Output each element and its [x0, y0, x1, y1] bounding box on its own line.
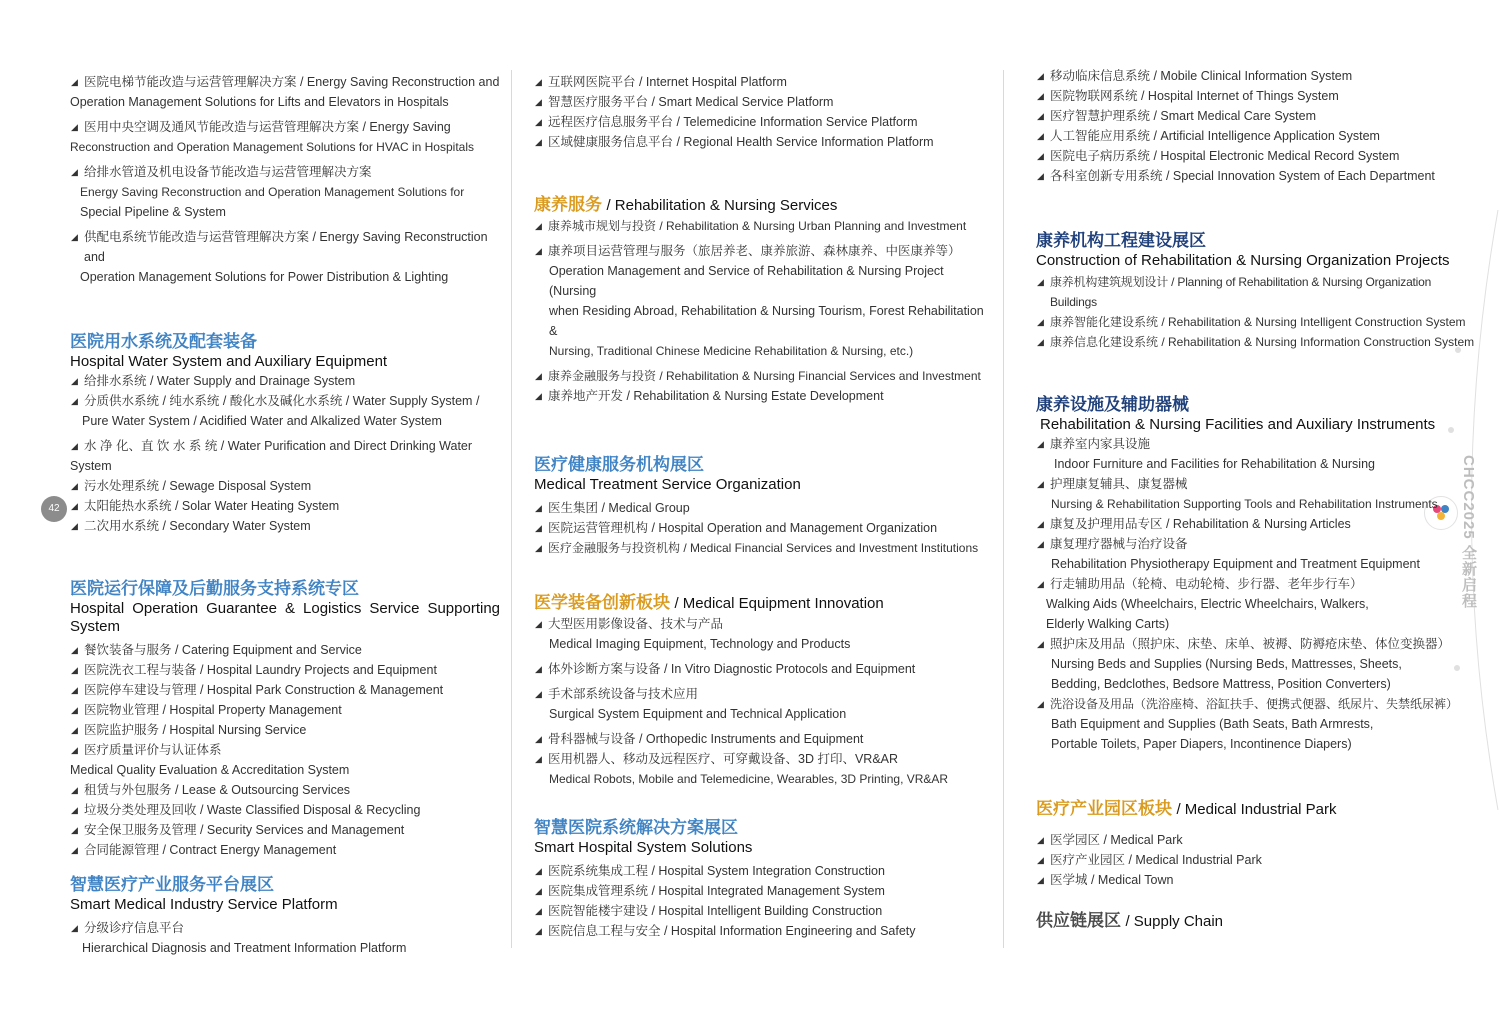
list-item: ◢ 合同能源管理 / Contract Energy Management	[70, 840, 500, 860]
list-item: ◢ 太阳能热水系统 / Solar Water Heating System	[70, 496, 500, 516]
list-item: ◢ 医院洗衣工程与装备 / Hospital Laundry Projects and Equipment	[70, 660, 500, 680]
section-title-cn: 医疗健康服务机构展区	[534, 455, 704, 474]
side-brand-text: CHCC2025 全新启程	[1460, 455, 1477, 609]
list-item: ◢ 医院运营管理机构 / Hospital Operation and Management Organization	[534, 518, 994, 538]
section-title-en: / Medical Industrial Park	[1176, 801, 1337, 818]
section-title-en: Hospital Water System and Auxiliary Equipment	[70, 353, 388, 370]
platform-list	[534, 72, 994, 152]
list-item: ◢ 二次用水系统 / Secondary Water System	[70, 516, 500, 536]
section-operations	[70, 578, 500, 860]
section-medical-org	[534, 454, 994, 558]
list-item: ◢ 医生集团 / Medical Group	[534, 498, 994, 518]
section-title-en: Smart Hospital System Solutions	[534, 839, 753, 856]
section-title-cn: 医院运行保障及后勤服务支持系统专区	[70, 579, 359, 598]
section-title-en: / Medical Equipment Innovation	[674, 595, 884, 612]
section-equipment	[534, 592, 994, 789]
section-smart-hospital	[534, 817, 994, 941]
list-item: ◢ 医疗产业园区 / Medical Industrial Park	[1036, 850, 1476, 870]
section-title-en: Hospital Operation Guarantee & Logistics Service Supporting System	[70, 600, 500, 635]
section-title-en: Rehabilitation & Nursing Facilities and Auxiliary Instruments	[1040, 416, 1436, 433]
list-item: ◢ 安全保卫服务及管理 / Security Services and Management	[70, 820, 500, 840]
page-number: 42	[41, 496, 67, 522]
column-divider-right	[1003, 70, 1004, 948]
section-industrial-park	[1036, 798, 1476, 890]
list-item: ◢ 污水处理系统 / Sewage Disposal System	[70, 476, 500, 496]
list-item: ◢ 医院物业管理 / Hospital Property Management	[70, 700, 500, 720]
section-title-en: Smart Medical Industry Service Platform	[70, 896, 338, 913]
list-item: ◢ 移动临床信息系统 / Mobile Clinical Information System	[1036, 66, 1476, 86]
list-item: ◢ 分级诊疗信息平台 Hierarchical Diagnosis and Treatment Information Platform	[70, 918, 500, 958]
list-item: ◢ 康养智能化建设系统 / Rehabilitation & Nursing Intelligent Construction System	[1036, 312, 1476, 332]
section-platform	[70, 874, 500, 958]
column-3	[1036, 66, 1476, 932]
column-1	[70, 66, 500, 958]
list-item: ◢ 康复及护理用品专区 / Rehabilitation & Nursing Articles	[1036, 514, 1476, 534]
list-item: ◢ 给排水管道及机电设备节能改造与运营管理解决方案 Energy Saving Reconstruction and Operation Management Solutions for Special Pipeline & System	[70, 162, 500, 222]
list-item: ◢ 医院集成管理系统 / Hospital Integrated Management System	[534, 881, 994, 901]
section-title-cn: 康养服务	[534, 195, 602, 214]
list-item: ◢ 医用中央空调及通风节能改造与运营管理解决方案 / Energy Saving Reconstruction and Operation Management Solutions for HVAC in Hospitals	[70, 117, 500, 157]
list-item: ◢ 康养项目运营管理与服务（旅居养老、康养旅游、森林康养、中医康养等） Operation Management and Service of Rehabilitation & Nursing Project (Nursing when Residing Abroad, Rehabilitation & Nursing Tourism, Forest Rehabilitation & Nursing, Traditional Chinese Medicine Rehabilitation & Nursing, etc.)	[534, 241, 994, 361]
list-item: ◢ 医疗质量评价与认证体系 Medical Quality Evaluation & Accreditation System	[70, 740, 500, 780]
list-item: ◢ 康复理疗器械与治疗设备 Rehabilitation Physiotherapy Equipment and Treatment Equipment	[1036, 534, 1476, 574]
section-title-cn: 智慧医疗产业服务平台展区	[70, 875, 274, 894]
list-item: ◢ 分质供水系统 / 纯水系统 / 酸化水及碱化水系统 / Water Supply System / Pure Water System / Acidified Water and Alkalized Water System	[70, 391, 500, 431]
list-item: ◢ 供配电系统节能改造与运营管理解决方案 / Energy Saving Reconstruction and Operation Management Solutions for Power Distribution & Lighting	[70, 227, 500, 287]
list-item: ◢ 医院电子病历系统 / Hospital Electronic Medical Record System	[1036, 146, 1476, 166]
section-title-cn: 供应链展区	[1036, 911, 1121, 930]
column-2	[534, 66, 994, 941]
energy-list	[70, 72, 500, 287]
section-title-en: / Supply Chain	[1125, 913, 1224, 930]
section-title-en: / Rehabilitation & Nursing Services	[606, 197, 838, 214]
list-item: ◢ 行走辅助用品（轮椅、电动轮椅、步行器、老年步行车） Walking Aids (Wheelchairs, Electric Wheelchairs, Walkers, Elderly Walking Carts)	[1036, 574, 1476, 634]
list-item: ◢ 医院停车建设与管理 / Hospital Park Construction & Management	[70, 680, 500, 700]
list-item: ◢ 各科室创新专用系统 / Special Innovation System of Each Department	[1036, 166, 1476, 186]
list-item: ◢ 医院智能楼宇建设 / Hospital Intelligent Building Construction	[534, 901, 994, 921]
list-item: ◢ 康养机构建筑规划设计 / Planning of Rehabilitation & Nursing Organization Buildings	[1036, 272, 1476, 312]
list-item: ◢ 医用机器人、移动及远程医疗、可穿戴设备、3D 打印、VR&AR Medical Robots, Mobile and Telemedicine, Wearables, 3D Printing, VR&AR	[534, 749, 994, 789]
section-title-cn: 康养机构工程建设展区	[1036, 231, 1206, 250]
list-item: ◢ 康养金融服务与投资 / Rehabilitation & Nursing Financial Services and Investment	[534, 366, 994, 386]
list-item: ◢ 给排水系统 / Water Supply and Drainage System	[70, 371, 500, 391]
section-supply-chain	[1036, 910, 1476, 932]
list-item: ◢ 洗浴设备及用品（洗浴座椅、浴缸扶手、便携式便器、纸尿片、失禁纸尿裤） Bath Equipment and Supplies (Bath Seats, Bath Armrests, Portable Toilets, Paper Diapers, Incontinence Diapers)	[1036, 694, 1476, 754]
list-item: ◢ 康养信息化建设系统 / Rehabilitation & Nursing Information Construction System	[1036, 332, 1476, 352]
list-item: ◢ 互联网医院平台 / Internet Hospital Platform	[534, 72, 994, 92]
section-title-en: Medical Treatment Service Organization	[534, 476, 801, 493]
list-item: ◢ 康养室内家具设施 Indoor Furniture and Facilities for Rehabilitation & Nursing	[1036, 434, 1476, 474]
section-title-cn: 智慧医院系统解决方案展区	[534, 818, 738, 837]
list-item: ◢ 垃圾分类处理及回收 / Waste Classified Disposal & Recycling	[70, 800, 500, 820]
column-divider-left	[511, 70, 512, 948]
section-rehab-construction	[1036, 230, 1476, 352]
list-item: ◢ 大型医用影像设备、技术与产品 Medical Imaging Equipment, Technology and Products	[534, 614, 994, 654]
list-item: ◢ 医学城 / Medical Town	[1036, 870, 1476, 890]
list-item: ◢ 远程医疗信息服务平台 / Telemedicine Information Service Platform	[534, 112, 994, 132]
list-item: ◢ 医学园区 / Medical Park	[1036, 830, 1476, 850]
list-item: ◢ 医疗金融服务与投资机构 / Medical Financial Services and Investment Institutions	[534, 538, 994, 558]
section-title-cn: 康养设施及辅助器械	[1036, 395, 1189, 414]
list-item: ◢ 智慧医疗服务平台 / Smart Medical Service Platform	[534, 92, 994, 112]
list-item: ◢ 医疗智慧护理系统 / Smart Medical Care System	[1036, 106, 1476, 126]
section-rehab-services	[534, 194, 994, 406]
list-item: ◢ 医院物联网系统 / Hospital Internet of Things System	[1036, 86, 1476, 106]
list-item: ◢ 康养地产开发 / Rehabilitation & Nursing Estate Development	[534, 386, 994, 406]
list-item: ◢ 区域健康服务信息平台 / Regional Health Service Information Platform	[534, 132, 994, 152]
list-item: ◢ 水 净 化、直 饮 水 系 统 / Water Purification and Direct Drinking Water System	[70, 436, 500, 476]
section-title-cn: 医院用水系统及配套装备	[70, 332, 257, 351]
list-item: ◢ 体外诊断方案与设备 / In Vitro Diagnostic Protocols and Equipment	[534, 659, 994, 679]
list-item: ◢ 照护床及用品（照护床、床垫、床单、被褥、防褥疮床垫、体位变换器） Nursing Beds and Supplies (Nursing Beds, Mattresses, Sheets, Bedding, Bedclothes, Bedsore Mattress, Position Converters)	[1036, 634, 1476, 694]
section-title-en: Construction of Rehabilitation & Nursing Organization Projects	[1036, 252, 1450, 269]
system-list	[1036, 66, 1476, 186]
list-item: ◢ 医院电梯节能改造与运营管理解决方案 / Energy Saving Reconstruction and Operation Management Solutions for Lifts and Elevators in Hospitals	[70, 72, 500, 112]
list-item: ◢ 康养城市规划与投资 / Rehabilitation & Nursing Urban Planning and Investment	[534, 216, 994, 236]
section-title-cn: 医疗产业园区板块	[1036, 799, 1172, 818]
list-item: ◢ 骨科器械与设备 / Orthopedic Instruments and Equipment	[534, 729, 994, 749]
list-item: ◢ 医院信息工程与安全 / Hospital Information Engineering and Safety	[534, 921, 994, 941]
list-item: ◢ 手术部系统设备与技术应用 Surgical System Equipment and Technical Application	[534, 684, 994, 724]
list-item: ◢ 餐饮装备与服务 / Catering Equipment and Service	[70, 640, 500, 660]
section-rehab-facilities	[1036, 394, 1476, 754]
list-item: ◢ 人工智能应用系统 / Artificial Intelligence Application System	[1036, 126, 1476, 146]
list-item: ◢ 租赁与外包服务 / Lease & Outsourcing Services	[70, 780, 500, 800]
section-title-cn: 医学装备创新板块	[534, 593, 670, 612]
list-item: ◢ 护理康复辅具、康复器械 Nursing & Rehabilitation Supporting Tools and Rehabilitation Instruments	[1036, 474, 1476, 514]
list-item: ◢ 医院系统集成工程 / Hospital System Integration Construction	[534, 861, 994, 881]
section-water	[70, 331, 500, 536]
list-item: ◢ 医院监护服务 / Hospital Nursing Service	[70, 720, 500, 740]
